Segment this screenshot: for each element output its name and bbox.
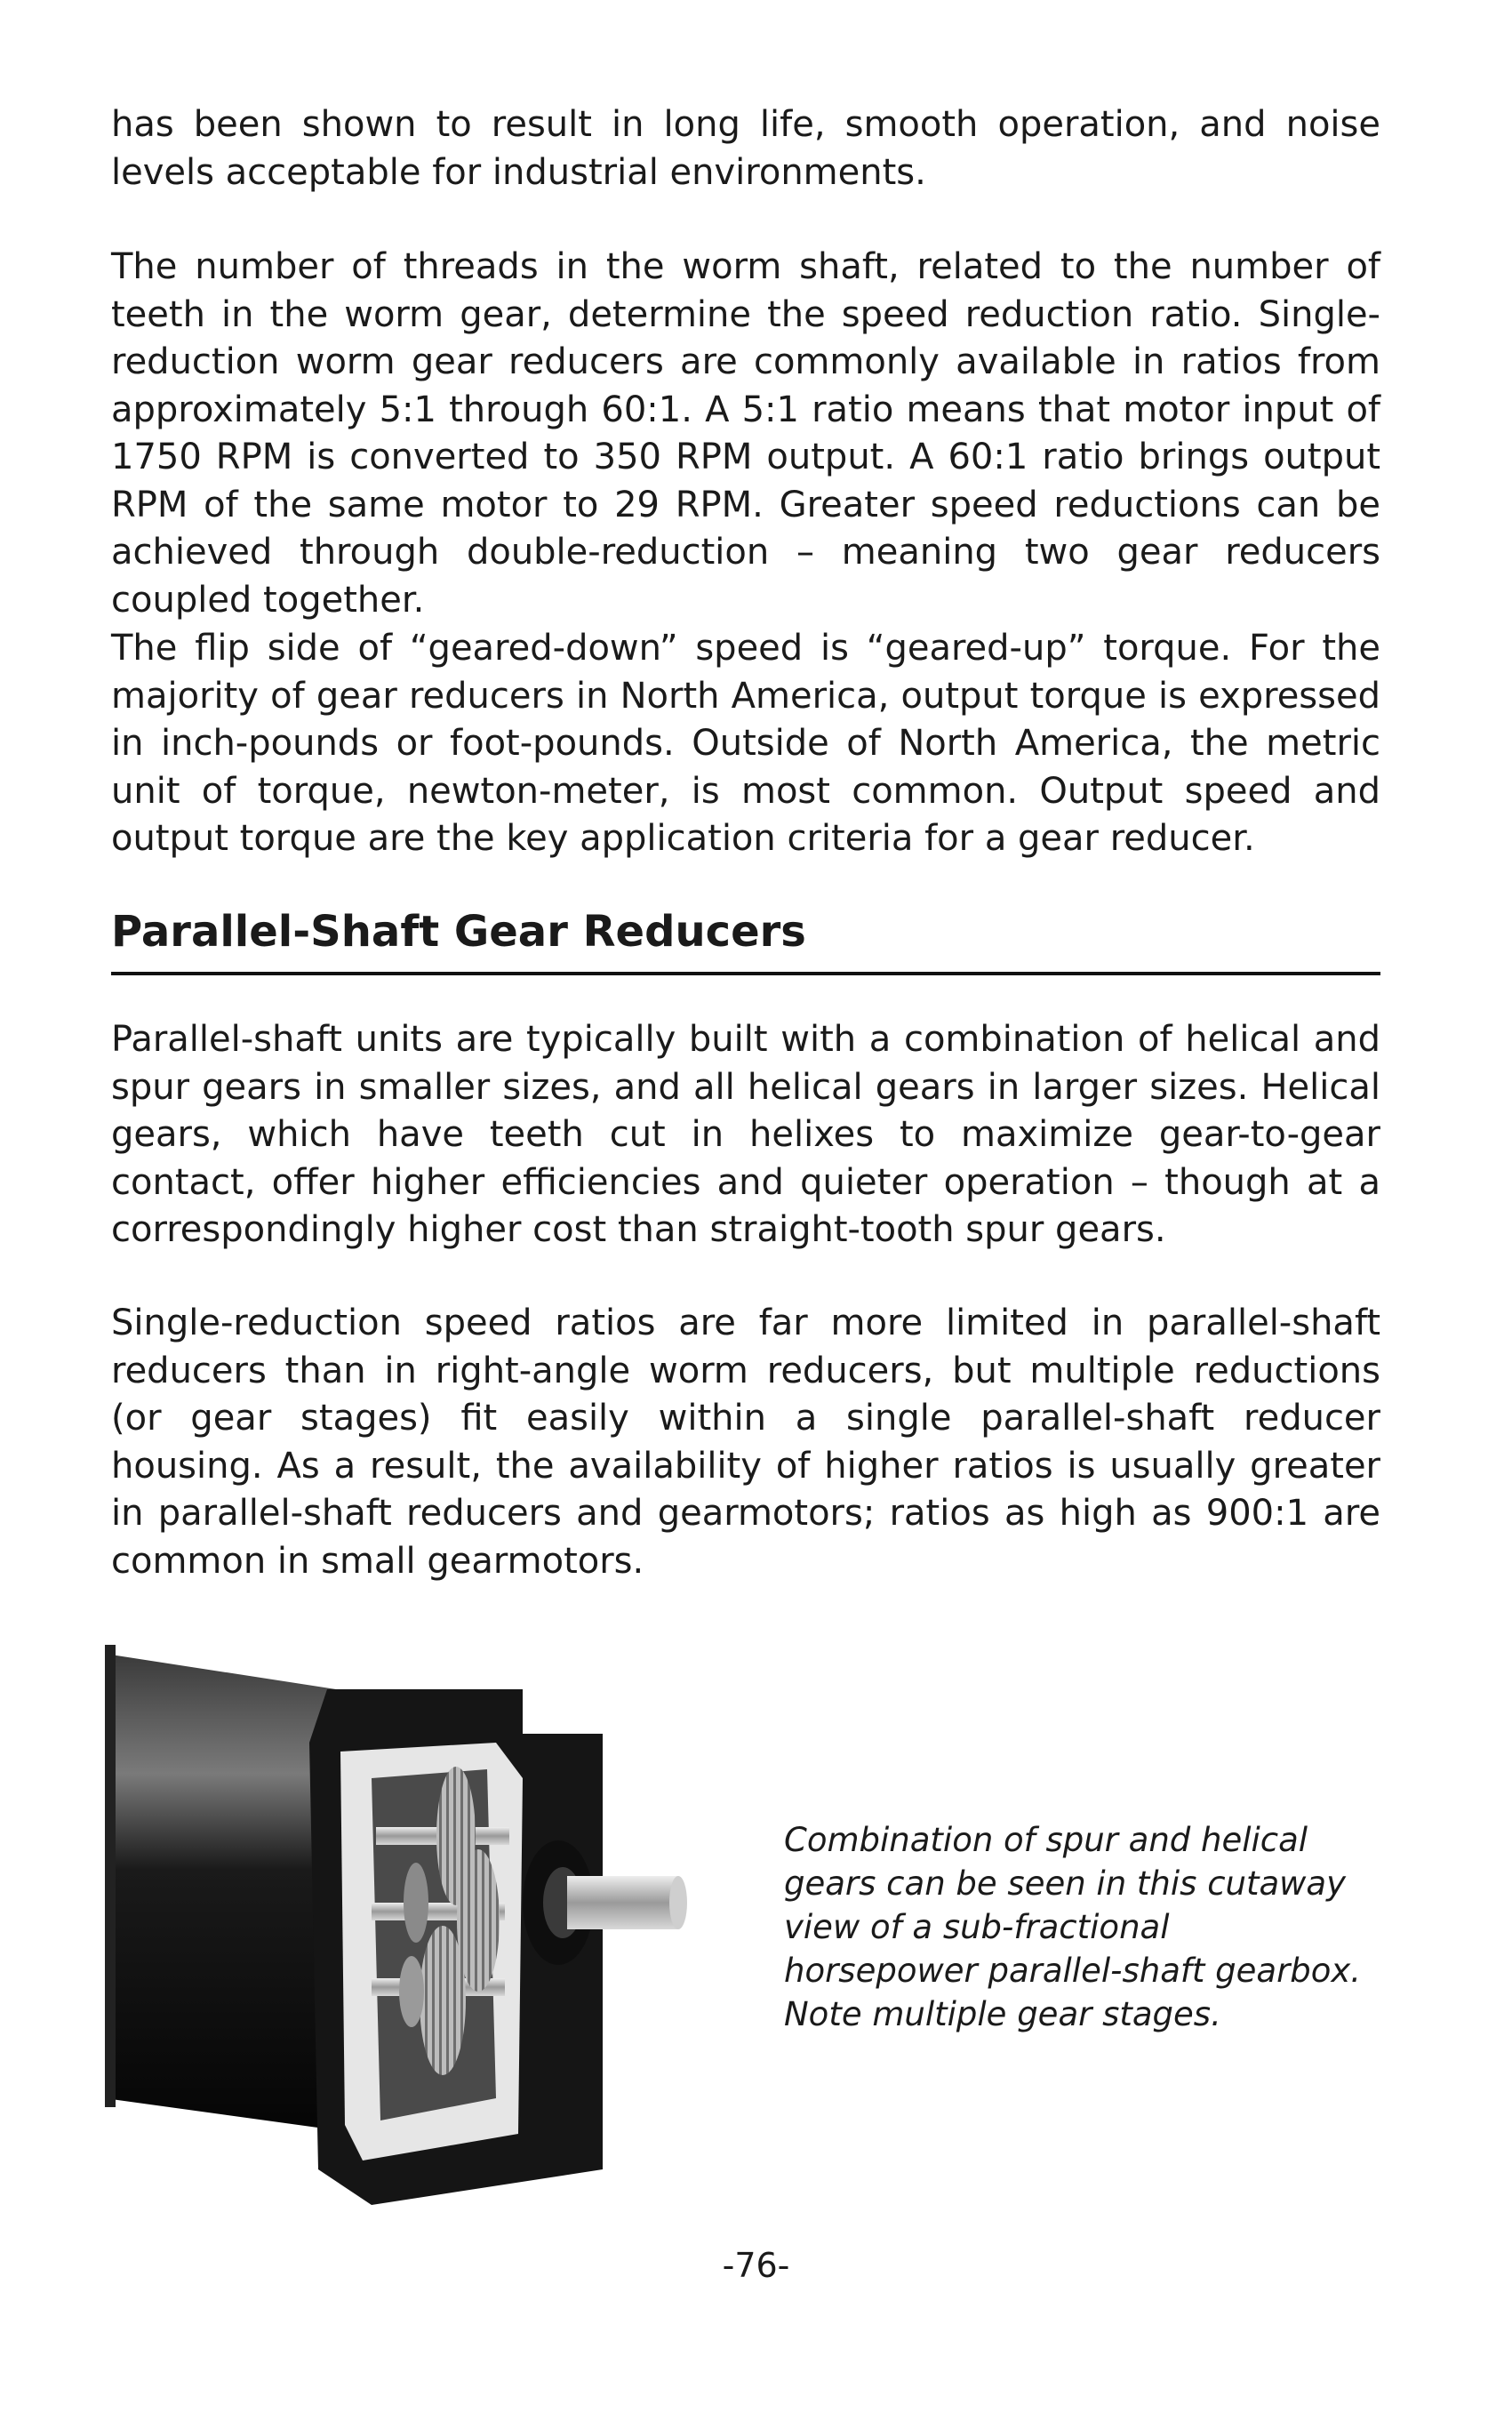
paragraph-torque: The flip side of “geared-down” speed is “geared-up” torque. For the majority of gear reducers in North America, output torque is expressed in inch-pounds or foot-pounds. Outside of North America, the metric unit of torque, newton-meter, is most common. Output speed and output torque are the key application criteria for a gear reducer. xyxy=(111,628,1380,859)
paragraph-speed-ratios: Single-reduction speed ratios are far more limited in parallel-shaft reducers than in right-angle worm reducers, but multiple reductions (or gear stages) fit easily within a single parallel-shaft reducer housing. As a result, the availability of higher ratios is usually greater in parallel-shaft reducers and gearmotors; ratios as high as 900:1 are common in small gearmotors. xyxy=(111,1303,1380,1582)
heading-rule xyxy=(111,972,1380,975)
paragraph-continued: has been shown to result in long life, smooth operation, and noise levels acceptable for industrial environments. xyxy=(111,104,1380,193)
figure-caption: Combination of spur and helical gears can be seen in this cutaway view of a sub-fractional horsepower parallel-shaft gearbox. Note multiple gear stages. xyxy=(784,1821,1362,2033)
page-number: -76- xyxy=(722,2246,790,2285)
paragraph-worm-ratio: The number of threads in the worm shaft, related to the number of teeth in the worm gear, determine the speed reduction ratio. Single-reduction worm gear reducers are commonly available in ratios from approximately 5:1 through 60:1. A 5:1 ratio means that motor input of 1750 RPM is converted to 350 RPM output. A 60:1 ratio brings output RPM of the same motor to 29 RPM. Greater speed reductions can be achieved through double-reduction – meaning two gear reducers coupled together. xyxy=(111,246,1380,621)
gearbox-cutaway-photo xyxy=(105,1636,727,2205)
paragraph-parallel-shaft: Parallel-shaft units are typically built with a combination of helical and spur gears in smaller sizes, and all helical gears in larger sizes. Helical gears, which have teeth cut in helixes to maximize gear-to-gear contact, offer higher efficiencies and quieter operation – though at a correspondingly higher cost than straight-tooth spur gears. xyxy=(111,1019,1380,1250)
section-heading: Parallel-Shaft Gear Reducers xyxy=(111,907,806,957)
